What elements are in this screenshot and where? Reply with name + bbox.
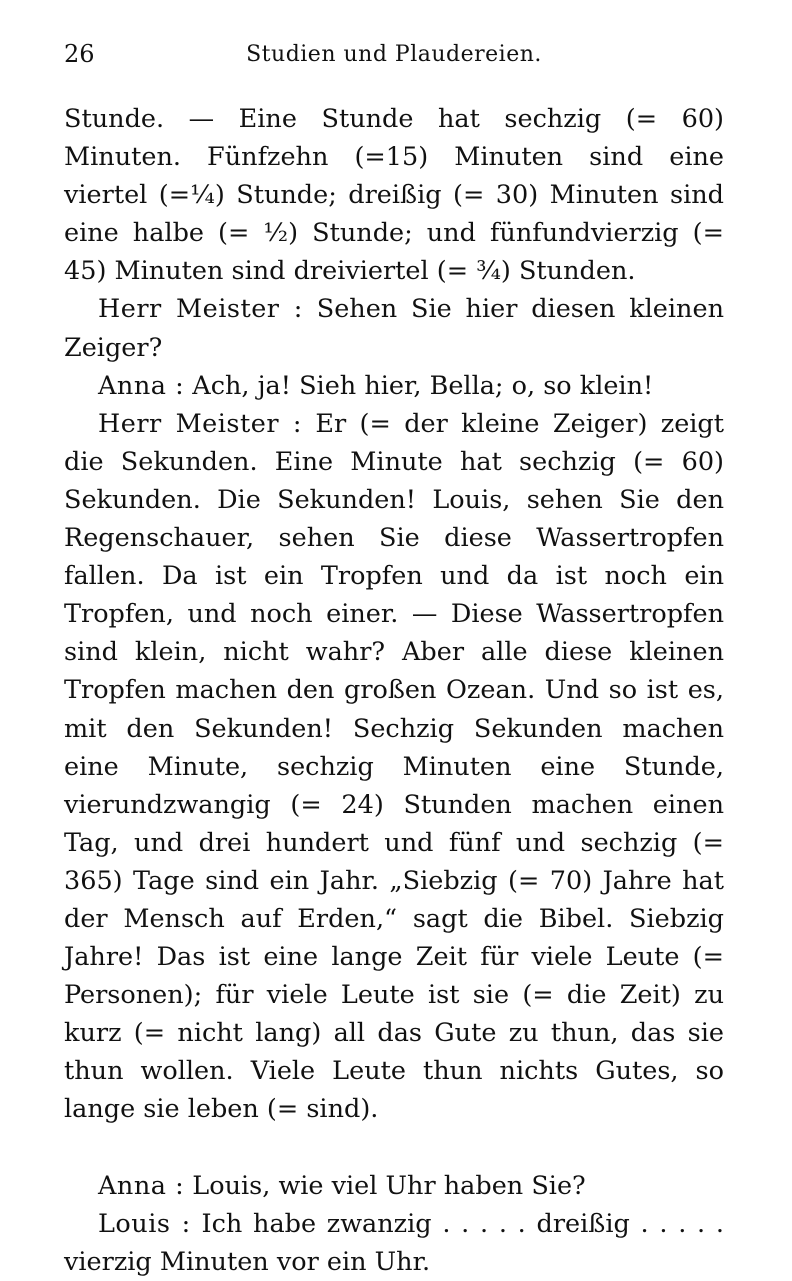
dialog-line-herr-meister-2 xyxy=(64,405,724,1129)
body-text xyxy=(64,100,724,1281)
dialog-text: Ach, ja! Sieh hier, Bella; o, so klein! xyxy=(192,370,654,401)
running-title: Studien und Plaudereien. xyxy=(246,42,542,67)
dialog-line-herr-meister-1 xyxy=(64,290,724,366)
speaker-name: Anna : xyxy=(98,370,185,401)
dialog-line-louis xyxy=(64,1205,724,1281)
dialog-line-anna-2 xyxy=(64,1167,724,1205)
speaker-name: Louis : xyxy=(98,1208,191,1239)
dialog-text: Sehen Sie hier diesen kleinen Zeiger? xyxy=(64,294,724,363)
paragraph-text: Stunde. — Eine Stunde hat sechzig (= 60) Minuten. Fünfzehn (=15) Minuten sind eine viertel (=¼) Stunde; dreißig (= 30) Minuten sind eine halbe (= ½) Stunde; und fünfundvierzig (= 45) Minuten sind dreiviertel (= ¾) Stunden. xyxy=(64,104,724,287)
speaker-name: Herr Meister : xyxy=(98,408,302,439)
paragraph-time-units xyxy=(64,100,724,290)
dialog-line-anna-1 xyxy=(64,367,724,405)
speaker-name: Herr Meister : xyxy=(98,294,303,325)
dialog-text: Louis, wie viel Uhr haben Sie? xyxy=(192,1170,586,1201)
section-gap xyxy=(64,1129,724,1167)
page-header xyxy=(64,40,724,76)
dialog-text: Er (= der kleine Zeiger) zeigt die Sekunden. Eine Minute hat sechzig (= 60) Sekunden. Die Sekunden! Louis, sehen Sie den Regenschauer, sehen Sie diese Wassertropfen fallen. Da ist ein Tropfen und da ist noch ein Tropfen, und noch einer. — Diese Wassertropfen sind klein, nicht wahr? Aber alle diese kleinen Tropfen machen den großen Ozean. Und so ist es, mit den Sekunden! Sechzig Sekunden machen eine Minute, sechzig Minuten eine Stunde, vierundzwangig (= 24) Stunden machen einen Tag, und drei hundert und fünf und sechzig (= 365) Tage sind ein Jahr. „Siebzig (= 70) Jahre hat der Mensch auf Erden,“ sagt die Bibel. Siebzig Jahre! Das ist eine lange Zeit für viele Leute (= Personen); für viele Leute ist sie (= die Zeit) zu kurz (= nicht lang) all das Gute zu thun, das sie thun wollen. Viele Leute thun nichts Gutes, so lange sie leben (= sind). xyxy=(64,408,725,1125)
speaker-name: Anna : xyxy=(98,1170,185,1201)
dialog-text: Ich habe zwanzig . . . . . dreißig . . . . . vierzig Minuten vor ein Uhr. xyxy=(64,1208,724,1277)
page-number: 26 xyxy=(64,40,95,68)
